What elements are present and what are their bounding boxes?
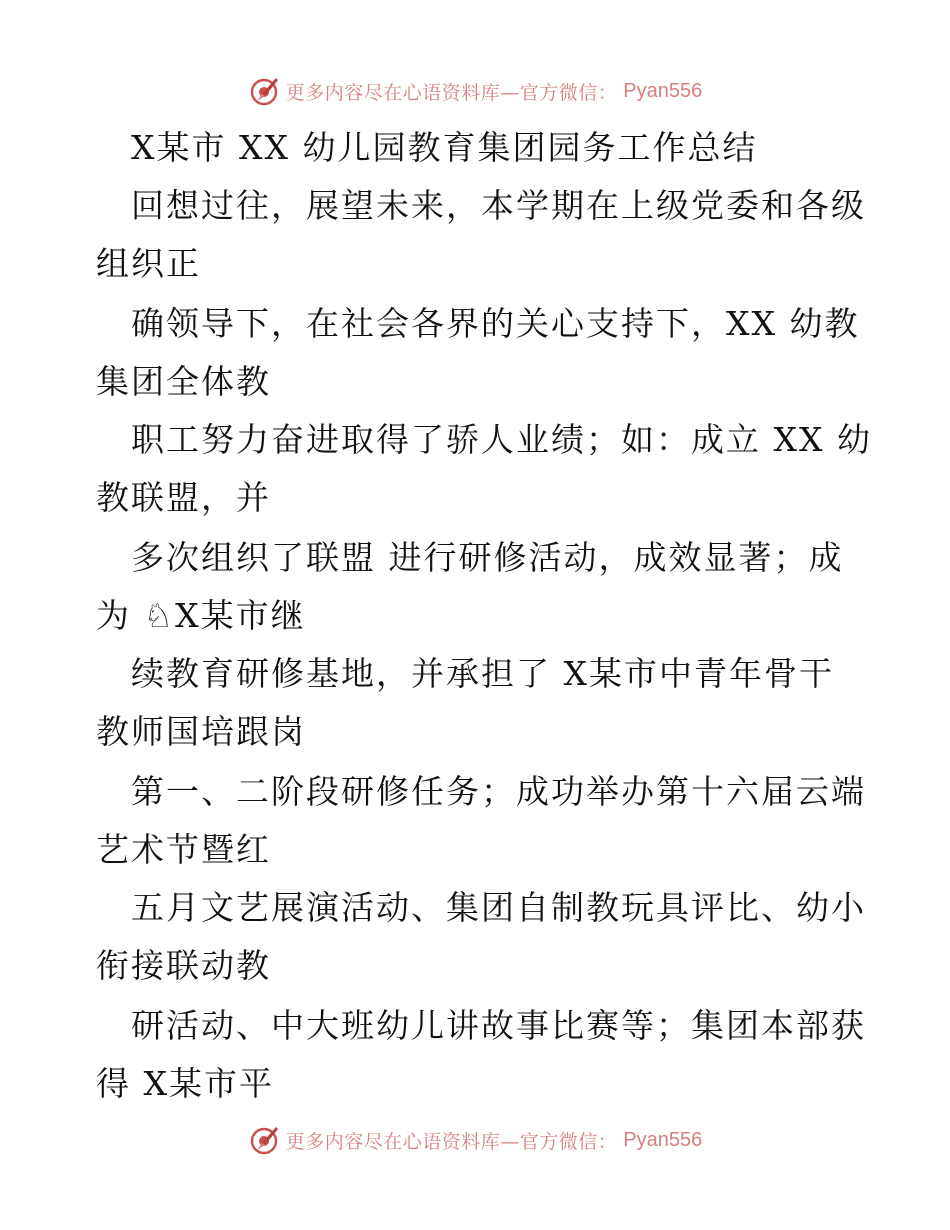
doc-line: 确领导下，在社会各界的关心支持下，XX 幼教 — [96, 304, 860, 343]
doc-line: 五月文艺展演活动、集团自制教玩具评比、幼小 — [96, 888, 866, 927]
doc-line: 教师国培跟岗 — [96, 712, 306, 751]
watermark-footer — [0, 1120, 950, 1160]
watermark-wechat-id: Pyan556 — [623, 1128, 703, 1151]
doc-line: 职工努力奋进取得了骄人业绩；如：成立 XX 幼 — [96, 420, 872, 459]
doc-line: 教联盟，并 — [96, 478, 271, 517]
doc-line: 组织正 — [96, 244, 201, 283]
doc-line: 续教育研修基地，并承担了 X某市中青年骨干 — [96, 654, 834, 693]
quill-logo-icon — [248, 1124, 280, 1156]
doc-line: 第一、二阶段研修任务；成功举办第十六届云端 — [96, 772, 866, 811]
doc-line: 集团全体教 — [96, 362, 271, 401]
doc-line: 衔接联动教 — [96, 946, 271, 985]
doc-line: 艺术节暨红 — [96, 830, 271, 869]
doc-line: 研活动、中大班幼儿讲故事比赛等；集团本部获 — [96, 1006, 866, 1045]
doc-line: 多次组织了联盟 进行研修活动，成效显著；成 — [96, 538, 844, 577]
doc-line: 为 ♘X某市继 — [96, 596, 306, 635]
doc-line: 回想过往，展望未来，本学期在上级党委和各级 — [96, 186, 866, 225]
doc-title: X某市 XX 幼儿园教育集团园务工作总结 — [96, 128, 758, 167]
quill-logo-icon — [248, 75, 280, 107]
watermark-text: 更多内容尽在心语资料库—官方微信： — [285, 1130, 618, 1153]
watermark-wechat-id: Pyan556 — [623, 79, 703, 102]
watermark-text: 更多内容尽在心语资料库—官方微信： — [285, 81, 618, 104]
doc-line: 得 X某市平 — [96, 1064, 274, 1103]
watermark-header — [0, 71, 950, 111]
